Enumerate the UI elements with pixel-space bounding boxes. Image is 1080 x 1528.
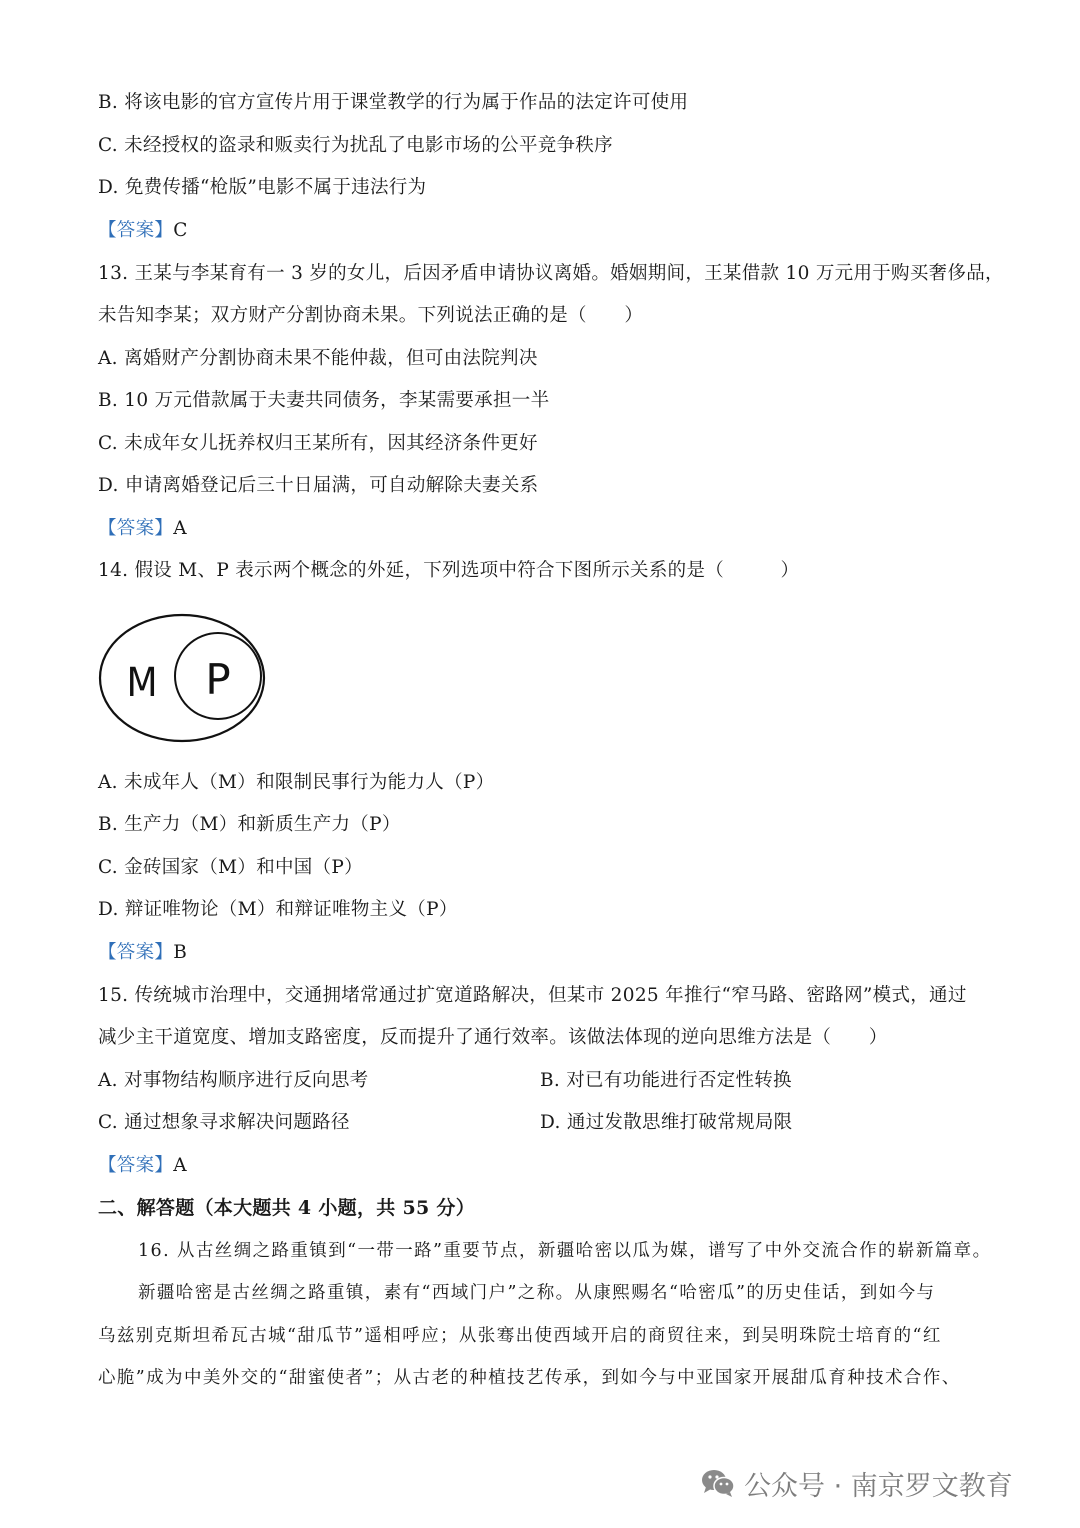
wechat-icon	[700, 1467, 736, 1499]
q14-stem: 14. 假设 M、P 表示两个概念的外延，下列选项中符合下图所示关系的是（ ）	[98, 560, 800, 581]
q16-material-line-2: 乌兹别克斯坦希瓦古城“甜瓜节”遥相呼应；从张骞出使西域开启的商贸往来，到吴明珠院士培育的“红	[98, 1326, 942, 1346]
q13-stem-line-2: 未告知李某；双方财产分割协商未果。下列说法正确的是（ ）	[98, 305, 644, 326]
answer-tag: 【答案】	[98, 1155, 174, 1176]
label-m: M	[126, 660, 158, 706]
answer-value: C	[173, 220, 188, 241]
q14-option-b: B. 生产力（M）和新质生产力（P）	[98, 814, 401, 835]
q14-option-d: D. 辩证唯物论（M）和辩证唯物主义（P）	[98, 899, 458, 920]
q12-option-d: D. 免费传播“枪版”电影不属于违法行为	[98, 177, 427, 198]
q13-stem-line-1: 13. 王某与李某育有一 3 岁的女儿，后因矛盾申请协议离婚。婚姻期间，王某借款 10 万元用于购买奢侈品，	[98, 263, 1004, 284]
q12-option-b: B. 将该电影的官方宣传片用于课堂教学的行为属于作品的法定许可使用	[98, 92, 689, 113]
q14-answer	[98, 940, 187, 966]
answer-value: A	[173, 518, 187, 539]
answer-tag: 【答案】	[98, 518, 174, 539]
q15-option-b: B. 对已有功能进行否定性转换	[540, 1070, 792, 1091]
euler-diagram	[98, 612, 270, 744]
watermark-text: 公众号 · 南京罗文教育	[744, 1470, 1013, 1502]
q14-option-a: A. 未成年人（M）和限制民事行为能力人（P）	[98, 772, 495, 793]
q15-option-c: C. 通过想象寻求解决问题路径	[98, 1112, 350, 1133]
answer-value: A	[173, 1155, 187, 1176]
answer-tag: 【答案】	[98, 942, 174, 963]
q13-answer	[98, 516, 187, 542]
q13-option-a: A. 离婚财产分割协商未果不能仲裁，但可由法院判决	[98, 348, 538, 369]
q15-option-d: D. 通过发散思维打破常规局限	[540, 1112, 793, 1133]
q12-option-c: C. 未经授权的盗录和贩卖行为扰乱了电影市场的公平竞争秩序	[98, 135, 613, 156]
q12-answer	[98, 218, 188, 244]
q16-material-line-3: 心脆”成为中美外交的“甜蜜使者”；从古老的种植技艺传承，到如今与中亚国家开展甜瓜育种技术合作、	[98, 1368, 961, 1388]
label-p: P	[205, 655, 231, 704]
q16-stem-line-1: 16. 从古丝绸之路重镇到“一带一路”重要节点，新疆哈密以瓜为媒，谱写了中外交流合作的崭新篇章。	[138, 1241, 992, 1261]
q14-option-c: C. 金砖国家（M）和中国（P）	[98, 857, 363, 878]
q15-stem-line-2: 减少主干道宽度、增加支路密度，反而提升了通行效率。该做法体现的逆向思维方法是（ ）	[98, 1027, 888, 1048]
answer-tag: 【答案】	[98, 220, 174, 241]
q15-answer	[98, 1153, 187, 1179]
q15-option-a: A. 对事物结构顺序进行反向思考	[98, 1070, 369, 1091]
watermark	[700, 1463, 1013, 1503]
q16-material-line-1: 新疆哈密是古丝绸之路重镇，素有“西域门户”之称。从康熙赐名“哈密瓜”的历史佳话，到如今与	[138, 1283, 936, 1303]
outer-circle-m	[100, 615, 264, 741]
q15-stem-line-1: 15. 传统城市治理中，交通拥堵常通过扩宽道路解决，但某市 2025 年推行“窄马路、密路网”模式，通过	[98, 985, 967, 1006]
q13-option-d: D. 申请离婚登记后三十日届满，可自动解除夫妻关系	[98, 475, 539, 496]
q13-option-b: B. 10 万元借款属于夫妻共同债务，李某需要承担一半	[98, 390, 550, 411]
section-2-heading: 二、解答题（本大题共 4 小题，共 55 分）	[98, 1197, 476, 1219]
answer-value: B	[173, 942, 188, 963]
q13-option-c: C. 未成年女儿抚养权归王某所有，因其经济条件更好	[98, 433, 538, 454]
